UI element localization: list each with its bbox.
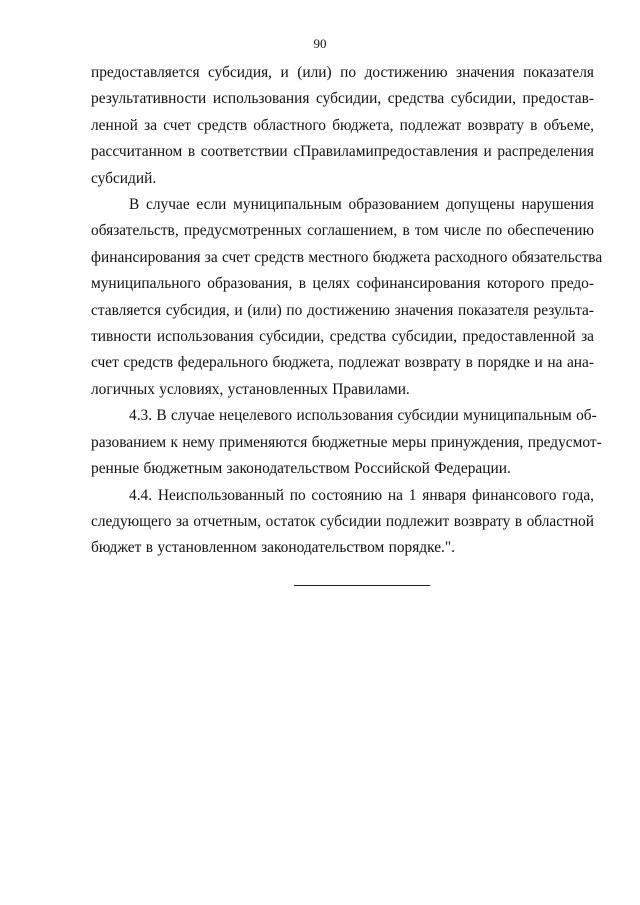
paragraph-4-3 <box>91 403 602 482</box>
paragraph-line: предоставляется субсидия, и (или) по достижению значения показателя <box>91 64 594 81</box>
paragraph-line: бюджет в установленном законодательством порядке.". <box>91 539 456 557</box>
paragraph-line: логичных условиях, установленных Правилами. <box>91 380 410 398</box>
document-body <box>91 60 603 562</box>
paragraph-line: 4.3. В случае нецелевого использования субсидии муниципальным об- <box>129 407 597 425</box>
paragraph-line: рассчитанном в соответствии сПравиламипредоставления и распределения <box>91 143 594 161</box>
paragraph-line: следующего за отчетным, остаток субсидии подлежит возврату в областной <box>91 512 594 530</box>
closing-divider <box>294 585 430 586</box>
paragraph-line: субсидий. <box>91 169 157 187</box>
page-number: 90 <box>313 36 327 51</box>
paragraph-line: счет средств федерального бюджета, подлежат возврату в порядке и на ана- <box>91 354 594 372</box>
paragraph-line: ленной за счет средств областного бюджета, подлежат возврату в объеме, <box>91 116 594 134</box>
paragraph-line: муниципального образования, в целях софинансирования которого предо- <box>91 275 594 293</box>
paragraph-line: ставляется субсидия, и (или) по достижению значения показателя результа- <box>91 301 594 319</box>
paragraph-line: ренные бюджетным законодательством Российской Федерации. <box>91 460 511 478</box>
paragraph-line: обязательств, предусмотренных соглашением, в том числе по обеспечению <box>91 222 594 240</box>
paragraph-line: результативности использования субсидии, средства субсидии, предостав- <box>91 90 594 108</box>
paragraph-1 <box>91 60 594 192</box>
paragraph-4-4 <box>91 483 594 562</box>
paragraph-line: В случае если муниципальным образованием допущены нарушения <box>129 196 594 214</box>
paragraph-line: финансирования за счет средств местного бюджета расходного обязательства <box>91 248 603 266</box>
paragraph-line: 4.4. Неиспользованный по состоянию на 1 января финансового года, <box>129 486 594 504</box>
paragraph-line: разованием к нему применяются бюджетные меры принуждения, предусмот- <box>91 433 602 451</box>
paragraph-2 <box>91 192 603 403</box>
paragraph-line: тивности использования субсидии, средства субсидии, предоставленной за <box>91 328 594 346</box>
